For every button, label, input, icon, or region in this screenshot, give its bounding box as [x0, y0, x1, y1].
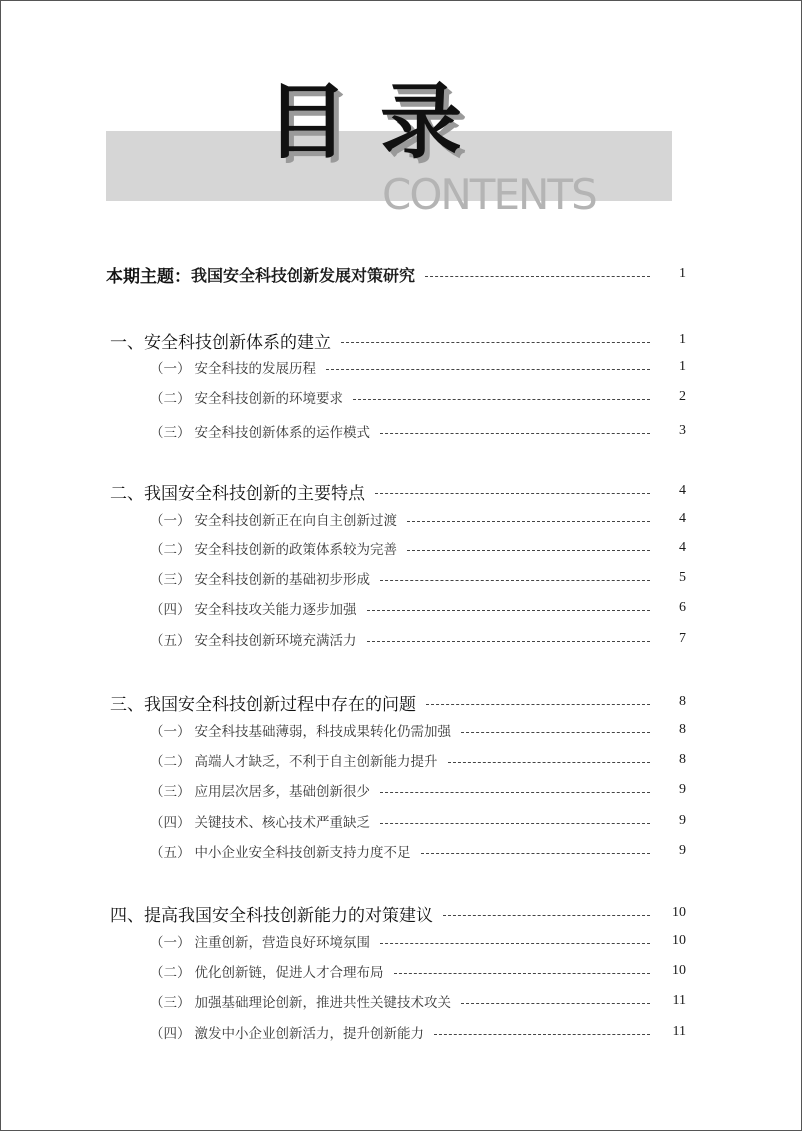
- entry-number: （四）: [150, 1026, 191, 1042]
- dot-leader: [443, 915, 650, 916]
- entry-title: 注重创新，营造良好环境氛围: [194, 935, 370, 951]
- page-number: 3: [679, 423, 686, 438]
- dot-leader: [367, 641, 651, 642]
- page-number: 9: [679, 782, 686, 797]
- toc-entry[interactable]: [150, 355, 686, 379]
- dot-leader: [367, 610, 651, 611]
- entry-title: 安全科技创新环境充满活力: [194, 633, 357, 649]
- page-number: 7: [679, 631, 686, 646]
- page-number: 1: [679, 332, 686, 347]
- page-number: 4: [679, 540, 686, 555]
- page-number: 1: [679, 359, 686, 374]
- dot-leader: [380, 433, 650, 434]
- entry-number: （一）: [150, 724, 191, 740]
- entry-number: （二）: [150, 542, 191, 558]
- theme-label: 本期主题：: [106, 266, 191, 287]
- dot-leader: [434, 1034, 650, 1035]
- entry-title: 安全科技创新的政策体系较为完善: [194, 542, 397, 558]
- section-title: 安全科技创新体系的建立: [144, 332, 331, 353]
- contents-subtitle: CONTENTS: [382, 170, 596, 219]
- entry-number: （五）: [150, 633, 191, 649]
- toc-entry[interactable]: [150, 596, 686, 620]
- toc-entry[interactable]: [150, 627, 686, 651]
- dot-leader: [426, 704, 650, 705]
- section-number: 三、: [110, 694, 144, 715]
- toc-entry[interactable]: [150, 1020, 686, 1044]
- toc-entry[interactable]: [150, 778, 686, 802]
- dot-leader: [448, 762, 651, 763]
- entry-number: （三）: [150, 425, 191, 441]
- toc-entry[interactable]: [150, 929, 686, 953]
- entry-title: 安全科技的发展历程: [194, 361, 316, 377]
- page-number: 8: [679, 722, 686, 737]
- entry-title: 中小企业安全科技创新支持力度不足: [194, 845, 411, 861]
- entry-title: 优化创新链，促进人才合理布局: [194, 965, 384, 981]
- section-number: 一、: [110, 332, 144, 353]
- section-title: 我国安全科技创新的主要特点: [144, 483, 365, 504]
- entry-number: （五）: [150, 845, 191, 861]
- entry-title: 安全科技创新的基础初步形成: [194, 572, 370, 588]
- dot-leader: [326, 369, 650, 370]
- dot-leader: [461, 1003, 650, 1004]
- section-heading-2[interactable]: [110, 479, 686, 503]
- page-number: 9: [679, 813, 686, 828]
- entry-title: 高端人才缺乏，不利于自主创新能力提升: [194, 754, 438, 770]
- dot-leader: [407, 521, 650, 522]
- page-number: 4: [679, 483, 686, 498]
- toc-entry[interactable]: [150, 839, 686, 863]
- toc-entry[interactable]: [150, 419, 686, 443]
- section-heading-1[interactable]: [110, 328, 686, 352]
- page-number: 11: [672, 1024, 686, 1039]
- dot-leader: [380, 580, 650, 581]
- entry-number: （一）: [150, 361, 191, 377]
- dot-leader: [394, 973, 651, 974]
- entry-title: 激发中小企业创新活力，提升创新能力: [194, 1026, 424, 1042]
- page-number: 6: [679, 600, 686, 615]
- toc-entry[interactable]: [150, 507, 686, 531]
- page-number: 1: [679, 266, 686, 281]
- entry-number: （四）: [150, 602, 191, 618]
- entry-title: 安全科技创新正在向自主创新过渡: [194, 513, 397, 529]
- section-number: 四、: [110, 905, 144, 926]
- entry-number: （二）: [150, 754, 191, 770]
- theme-entry[interactable]: [106, 260, 686, 288]
- toc-entry[interactable]: [150, 989, 686, 1013]
- dot-leader: [421, 853, 651, 854]
- dot-leader: [380, 943, 650, 944]
- entry-title: 应用层次居多，基础创新很少: [194, 784, 370, 800]
- entry-title: 关键技术、核心技术严重缺乏: [194, 815, 370, 831]
- entry-number: （四）: [150, 815, 191, 831]
- section-heading-4[interactable]: [110, 901, 686, 925]
- entry-number: （二）: [150, 391, 191, 407]
- entry-number: （一）: [150, 513, 191, 529]
- toc-entry[interactable]: [150, 536, 686, 560]
- page-number: 10: [672, 905, 686, 920]
- section-title: 提高我国安全科技创新能力的对策建议: [144, 905, 433, 926]
- dot-leader: [353, 399, 650, 400]
- page-number: 8: [679, 694, 686, 709]
- page-number: 4: [679, 511, 686, 526]
- page-number: 10: [672, 933, 686, 948]
- page-number: 11: [672, 993, 686, 1008]
- theme-title: 我国安全科技创新发展对策研究: [191, 265, 416, 285]
- entry-number: （三）: [150, 995, 191, 1011]
- page-number: 2: [679, 389, 686, 404]
- toc-entry[interactable]: [150, 959, 686, 983]
- entry-title: 安全科技创新体系的运作模式: [194, 425, 370, 441]
- toc-entry[interactable]: [150, 809, 686, 833]
- page-number: 9: [679, 843, 686, 858]
- page-number: 10: [672, 963, 686, 978]
- toc-entry[interactable]: [150, 718, 686, 742]
- entry-title: 加强基础理论创新，推进共性关键技术攻关: [194, 995, 451, 1011]
- toc-entry[interactable]: [150, 385, 686, 409]
- page-number: 8: [679, 752, 686, 767]
- dot-leader: [380, 823, 650, 824]
- entry-number: （一）: [150, 935, 191, 951]
- toc-entry[interactable]: [150, 566, 686, 590]
- entry-number: （三）: [150, 784, 191, 800]
- dot-leader: [461, 732, 650, 733]
- page-title: 目录: [266, 75, 495, 170]
- page-number: 5: [679, 570, 686, 585]
- section-heading-3[interactable]: [110, 690, 686, 714]
- dot-leader: [380, 792, 650, 793]
- dot-leader: [341, 342, 650, 343]
- entry-number: （三）: [150, 572, 191, 588]
- toc-entry[interactable]: [150, 748, 686, 772]
- entry-title: 安全科技创新的环境要求: [194, 391, 343, 407]
- dot-leader: [425, 276, 650, 277]
- entry-number: （二）: [150, 965, 191, 981]
- section-title: 我国安全科技创新过程中存在的问题: [144, 694, 416, 715]
- section-number: 二、: [110, 483, 144, 504]
- entry-title: 安全科技基础薄弱，科技成果转化仍需加强: [194, 724, 451, 740]
- dot-leader: [407, 550, 650, 551]
- dot-leader: [375, 493, 650, 494]
- entry-title: 安全科技攻关能力逐步加强: [194, 602, 357, 618]
